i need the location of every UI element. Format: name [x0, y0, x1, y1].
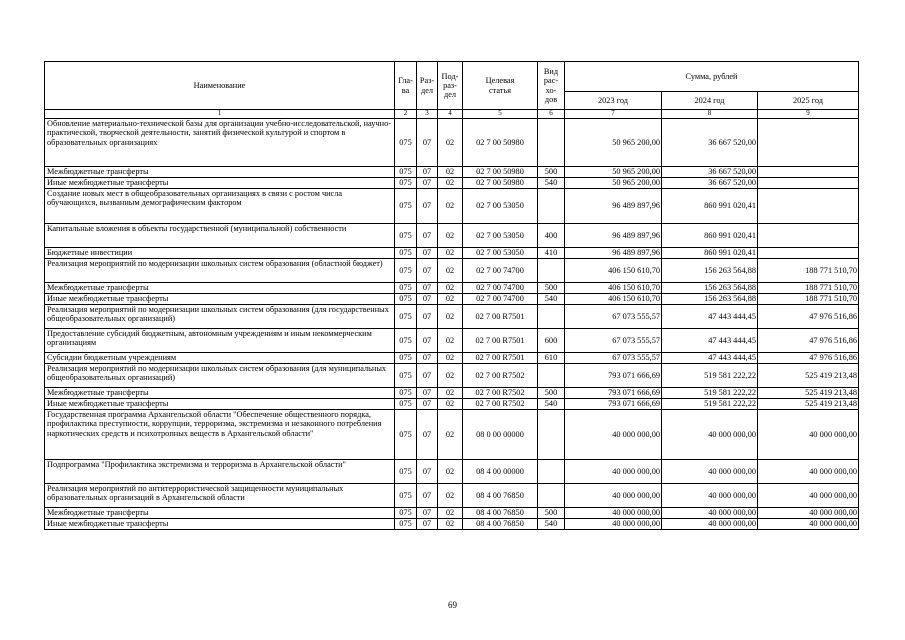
- header-podrazdel: Под- раз- дел: [438, 62, 463, 110]
- row-glava: 075: [395, 178, 417, 189]
- row-name: Предоставление субсидий бюджетным, автономным учреждениям и иным некоммерческим организациям: [45, 329, 395, 353]
- row-name: Межбюджетные трансферты: [45, 508, 395, 519]
- row-tselevaya: 02 7 00 74700: [463, 283, 538, 294]
- table-row: [45, 519, 859, 530]
- row-tselevaya: 02 7 00 R7502: [463, 399, 538, 410]
- row-glava: 075: [395, 519, 417, 530]
- row-vid: [538, 119, 565, 167]
- row-amount-2024: 36 667 520,00: [662, 178, 758, 189]
- row-tselevaya: 08 4 00 76850: [463, 484, 538, 508]
- row-name: Межбюджетные трансферты: [45, 388, 395, 399]
- row-vid: [538, 189, 565, 224]
- table-row: [45, 329, 859, 353]
- row-razdel: 07: [417, 189, 438, 224]
- row-vid: [538, 364, 565, 388]
- row-amount-2023: 67 073 555,57: [565, 329, 662, 353]
- col-number: 9: [758, 110, 859, 119]
- row-amount-2025: [758, 167, 859, 178]
- row-podrazdel: 02: [438, 119, 463, 167]
- row-amount-2025: 525 419 213,48: [758, 364, 859, 388]
- row-podrazdel: 02: [438, 508, 463, 519]
- row-name: Подпрограмма "Профилактика экстремизма и терроризма в Архангельской области": [45, 460, 395, 484]
- row-amount-2024: 860 991 020,41: [662, 189, 758, 224]
- row-amount-2023: 406 150 610,70: [565, 294, 662, 305]
- row-razdel: 07: [417, 178, 438, 189]
- header-razdel: Раз- дел: [417, 62, 438, 110]
- row-podrazdel: 02: [438, 305, 463, 329]
- header-vid: Вид рас- хо- дов: [538, 62, 565, 110]
- row-tselevaya: 02 7 00 74700: [463, 294, 538, 305]
- row-amount-2024: 860 991 020,41: [662, 224, 758, 248]
- row-razdel: 07: [417, 519, 438, 530]
- row-amount-2023: 67 073 555,57: [565, 305, 662, 329]
- row-vid: 540: [538, 399, 565, 410]
- row-tselevaya: 02 7 00 53050: [463, 248, 538, 259]
- header-name: Наименование: [45, 62, 395, 110]
- col-number: 5: [463, 110, 538, 119]
- row-tselevaya: 08 4 00 76850: [463, 508, 538, 519]
- row-amount-2023: 50 965 200,00: [565, 119, 662, 167]
- col-number: 1: [45, 110, 395, 119]
- row-razdel: 07: [417, 259, 438, 283]
- row-tselevaya: 02 7 00 53050: [463, 189, 538, 224]
- row-amount-2025: 188 771 510,70: [758, 294, 859, 305]
- row-name: Создание новых мест в общеобразовательных организациях в связи с ростом числа обучающихся, вызванным демографическим фактором: [45, 189, 395, 224]
- row-amount-2023: 40 000 000,00: [565, 484, 662, 508]
- row-tselevaya: 02 7 00 R7501: [463, 329, 538, 353]
- row-vid: 500: [538, 508, 565, 519]
- row-razdel: 07: [417, 224, 438, 248]
- row-podrazdel: 02: [438, 189, 463, 224]
- row-glava: 075: [395, 283, 417, 294]
- row-name: Иные межбюджетные трансферты: [45, 399, 395, 410]
- row-podrazdel: 02: [438, 167, 463, 178]
- column-numbers-row: [45, 110, 859, 119]
- row-razdel: 07: [417, 119, 438, 167]
- row-amount-2025: [758, 119, 859, 167]
- row-vid: 500: [538, 167, 565, 178]
- row-razdel: 07: [417, 484, 438, 508]
- row-amount-2024: 47 443 444,45: [662, 329, 758, 353]
- header-2025: 2025 год: [758, 92, 859, 110]
- row-amount-2023: 96 489 897,96: [565, 189, 662, 224]
- row-vid: 500: [538, 388, 565, 399]
- row-vid: 540: [538, 519, 565, 530]
- col-number: 6: [538, 110, 565, 119]
- row-amount-2023: 793 071 666,69: [565, 364, 662, 388]
- row-razdel: 07: [417, 364, 438, 388]
- row-vid: [538, 259, 565, 283]
- table-row: [45, 305, 859, 329]
- row-amount-2025: 525 419 213,48: [758, 399, 859, 410]
- row-podrazdel: 02: [438, 484, 463, 508]
- table-row: [45, 508, 859, 519]
- row-podrazdel: 02: [438, 388, 463, 399]
- row-razdel: 07: [417, 353, 438, 364]
- row-amount-2024: 519 581 222,22: [662, 399, 758, 410]
- row-amount-2024: 519 581 222,22: [662, 388, 758, 399]
- row-glava: 075: [395, 364, 417, 388]
- col-number: 7: [565, 110, 662, 119]
- row-tselevaya: 02 7 00 50980: [463, 119, 538, 167]
- row-name: Иные межбюджетные трансферты: [45, 519, 395, 530]
- row-amount-2025: [758, 248, 859, 259]
- table-row: [45, 167, 859, 178]
- table-row: [45, 399, 859, 410]
- header-2024: 2024 год: [662, 92, 758, 110]
- table-row: [45, 460, 859, 484]
- row-razdel: 07: [417, 283, 438, 294]
- table-row: [45, 119, 859, 167]
- row-glava: 075: [395, 305, 417, 329]
- row-glava: 075: [395, 189, 417, 224]
- row-razdel: 07: [417, 167, 438, 178]
- row-glava: 075: [395, 353, 417, 364]
- row-razdel: 07: [417, 329, 438, 353]
- row-vid: [538, 305, 565, 329]
- row-amount-2023: 50 965 200,00: [565, 167, 662, 178]
- row-tselevaya: 08 4 00 76850: [463, 519, 538, 530]
- row-amount-2023: 40 000 000,00: [565, 410, 662, 460]
- row-glava: 075: [395, 224, 417, 248]
- row-amount-2025: 47 976 516,86: [758, 353, 859, 364]
- row-vid: 400: [538, 224, 565, 248]
- row-podrazdel: 02: [438, 364, 463, 388]
- row-podrazdel: 02: [438, 248, 463, 259]
- row-name: Иные межбюджетные трансферты: [45, 178, 395, 189]
- col-number: 8: [662, 110, 758, 119]
- row-amount-2025: 188 771 510,70: [758, 259, 859, 283]
- table-row: [45, 484, 859, 508]
- row-tselevaya: 02 7 00 50980: [463, 167, 538, 178]
- row-amount-2023: 40 000 000,00: [565, 519, 662, 530]
- row-vid: 540: [538, 294, 565, 305]
- row-glava: 075: [395, 399, 417, 410]
- row-amount-2023: 96 489 897,96: [565, 248, 662, 259]
- row-amount-2024: 40 000 000,00: [662, 460, 758, 484]
- row-podrazdel: 02: [438, 283, 463, 294]
- row-razdel: 07: [417, 305, 438, 329]
- row-podrazdel: 02: [438, 399, 463, 410]
- row-amount-2024: 47 443 444,45: [662, 305, 758, 329]
- row-glava: 075: [395, 460, 417, 484]
- row-vid: 610: [538, 353, 565, 364]
- table-row: [45, 410, 859, 460]
- row-podrazdel: 02: [438, 329, 463, 353]
- row-amount-2023: 793 071 666,69: [565, 399, 662, 410]
- row-amount-2025: 40 000 000,00: [758, 410, 859, 460]
- row-amount-2025: 40 000 000,00: [758, 484, 859, 508]
- table-row: [45, 189, 859, 224]
- row-name: Иные межбюджетные трансферты: [45, 294, 395, 305]
- table-row: [45, 353, 859, 364]
- row-tselevaya: 02 7 00 R7502: [463, 364, 538, 388]
- row-name: Обновление материально-технической базы для организации учебно-исследовательской, научно-практической, творческой деятельности, занятий физической культурой и спортом в образовательных организациях: [45, 119, 395, 167]
- row-vid: 540: [538, 178, 565, 189]
- row-amount-2024: 40 000 000,00: [662, 484, 758, 508]
- row-glava: 075: [395, 508, 417, 519]
- row-vid: [538, 460, 565, 484]
- row-tselevaya: 02 7 00 53050: [463, 224, 538, 248]
- row-razdel: 07: [417, 508, 438, 519]
- row-razdel: 07: [417, 248, 438, 259]
- row-tselevaya: 02 7 00 R7501: [463, 305, 538, 329]
- row-amount-2023: 40 000 000,00: [565, 460, 662, 484]
- row-tselevaya: 02 7 00 50980: [463, 178, 538, 189]
- table-row: [45, 364, 859, 388]
- table-row: [45, 259, 859, 283]
- row-amount-2024: 156 263 564,88: [662, 259, 758, 283]
- row-amount-2024: 156 263 564,88: [662, 294, 758, 305]
- row-amount-2025: 47 976 516,86: [758, 305, 859, 329]
- row-amount-2025: [758, 189, 859, 224]
- table-header: [45, 62, 859, 119]
- row-amount-2025: [758, 224, 859, 248]
- row-podrazdel: 02: [438, 519, 463, 530]
- table-body: [45, 119, 859, 530]
- table-row: [45, 283, 859, 294]
- col-number: 3: [417, 110, 438, 119]
- row-amount-2023: 50 965 200,00: [565, 178, 662, 189]
- row-name: Капитальные вложения в объекты государственной (муниципальной) собственности: [45, 224, 395, 248]
- row-vid: 500: [538, 283, 565, 294]
- table-row: [45, 224, 859, 248]
- row-name: Реализация мероприятий по модернизации школьных систем образования (для муниципальных общеобразовательных организаций): [45, 364, 395, 388]
- row-name: Межбюджетные трансферты: [45, 283, 395, 294]
- row-amount-2024: 36 667 520,00: [662, 119, 758, 167]
- header-2023: 2023 год: [565, 92, 662, 110]
- row-glava: 075: [395, 410, 417, 460]
- row-tselevaya: 08 0 00 00000: [463, 410, 538, 460]
- header-tselevaya: Целевая статья: [463, 62, 538, 110]
- row-amount-2025: [758, 178, 859, 189]
- row-tselevaya: 02 7 00 R7501: [463, 353, 538, 364]
- row-glava: 075: [395, 248, 417, 259]
- row-glava: 075: [395, 388, 417, 399]
- row-tselevaya: 02 7 00 74700: [463, 259, 538, 283]
- col-number: 4: [438, 110, 463, 119]
- row-vid: [538, 410, 565, 460]
- header-glava: Гла- ва: [395, 62, 417, 110]
- row-amount-2023: 793 071 666,69: [565, 388, 662, 399]
- row-name: Государственная программа Архангельской области "Обеспечение общественного порядка, профилактика преступности, коррупции, терроризма, экстремизма и незаконного потребления наркотических средств и психотропных веществ в Архангельской области": [45, 410, 395, 460]
- row-vid: [538, 484, 565, 508]
- row-name: Субсидии бюджетным учреждениям: [45, 353, 395, 364]
- row-name: Реализация мероприятий по модернизации школьных систем образования (областной бюджет): [45, 259, 395, 283]
- row-amount-2024: 47 443 444,45: [662, 353, 758, 364]
- row-amount-2023: 40 000 000,00: [565, 508, 662, 519]
- table-row: [45, 294, 859, 305]
- row-amount-2024: 36 667 520,00: [662, 167, 758, 178]
- row-podrazdel: 02: [438, 460, 463, 484]
- row-tselevaya: 08 4 00 00000: [463, 460, 538, 484]
- row-amount-2024: 860 991 020,41: [662, 248, 758, 259]
- row-amount-2025: 40 000 000,00: [758, 519, 859, 530]
- row-name: Реализация мероприятий по модернизации школьных систем образования (для государственных общеобразовательных организаций): [45, 305, 395, 329]
- row-amount-2023: 67 073 555,57: [565, 353, 662, 364]
- row-amount-2024: 40 000 000,00: [662, 519, 758, 530]
- row-amount-2025: 40 000 000,00: [758, 460, 859, 484]
- row-amount-2025: 525 419 213,48: [758, 388, 859, 399]
- row-name: Реализация мероприятий по антитеррористической защищенности муниципальных образовательных организаций в Архангельской области: [45, 484, 395, 508]
- row-glava: 075: [395, 329, 417, 353]
- row-glava: 075: [395, 259, 417, 283]
- row-vid: 410: [538, 248, 565, 259]
- table-row: [45, 178, 859, 189]
- row-glava: 075: [395, 484, 417, 508]
- row-amount-2025: 40 000 000,00: [758, 508, 859, 519]
- row-amount-2023: 406 150 610,70: [565, 283, 662, 294]
- row-amount-2024: 519 581 222,22: [662, 364, 758, 388]
- row-tselevaya: 02 7 00 R7502: [463, 388, 538, 399]
- row-razdel: 07: [417, 460, 438, 484]
- row-razdel: 07: [417, 399, 438, 410]
- row-name: Бюджетные инвестиции: [45, 248, 395, 259]
- row-podrazdel: 02: [438, 410, 463, 460]
- row-amount-2023: 406 150 610,70: [565, 259, 662, 283]
- row-amount-2024: 40 000 000,00: [662, 410, 758, 460]
- row-podrazdel: 02: [438, 294, 463, 305]
- row-podrazdel: 02: [438, 259, 463, 283]
- row-razdel: 07: [417, 410, 438, 460]
- row-amount-2024: 40 000 000,00: [662, 508, 758, 519]
- row-glava: 075: [395, 119, 417, 167]
- row-amount-2023: 96 489 897,96: [565, 224, 662, 248]
- col-number: 2: [395, 110, 417, 119]
- row-amount-2024: 156 263 564,88: [662, 283, 758, 294]
- row-vid: 600: [538, 329, 565, 353]
- row-amount-2025: 47 976 516,86: [758, 329, 859, 353]
- row-amount-2025: 188 771 510,70: [758, 283, 859, 294]
- row-glava: 075: [395, 167, 417, 178]
- row-podrazdel: 02: [438, 353, 463, 364]
- row-razdel: 07: [417, 388, 438, 399]
- row-razdel: 07: [417, 294, 438, 305]
- table-row: [45, 248, 859, 259]
- row-podrazdel: 02: [438, 178, 463, 189]
- table-row: [45, 388, 859, 399]
- header-summa: Сумма, рублей: [565, 62, 859, 92]
- budget-table: [44, 61, 859, 530]
- page-number: 69: [448, 600, 457, 610]
- row-podrazdel: 02: [438, 224, 463, 248]
- row-glava: 075: [395, 294, 417, 305]
- row-name: Межбюджетные трансферты: [45, 167, 395, 178]
